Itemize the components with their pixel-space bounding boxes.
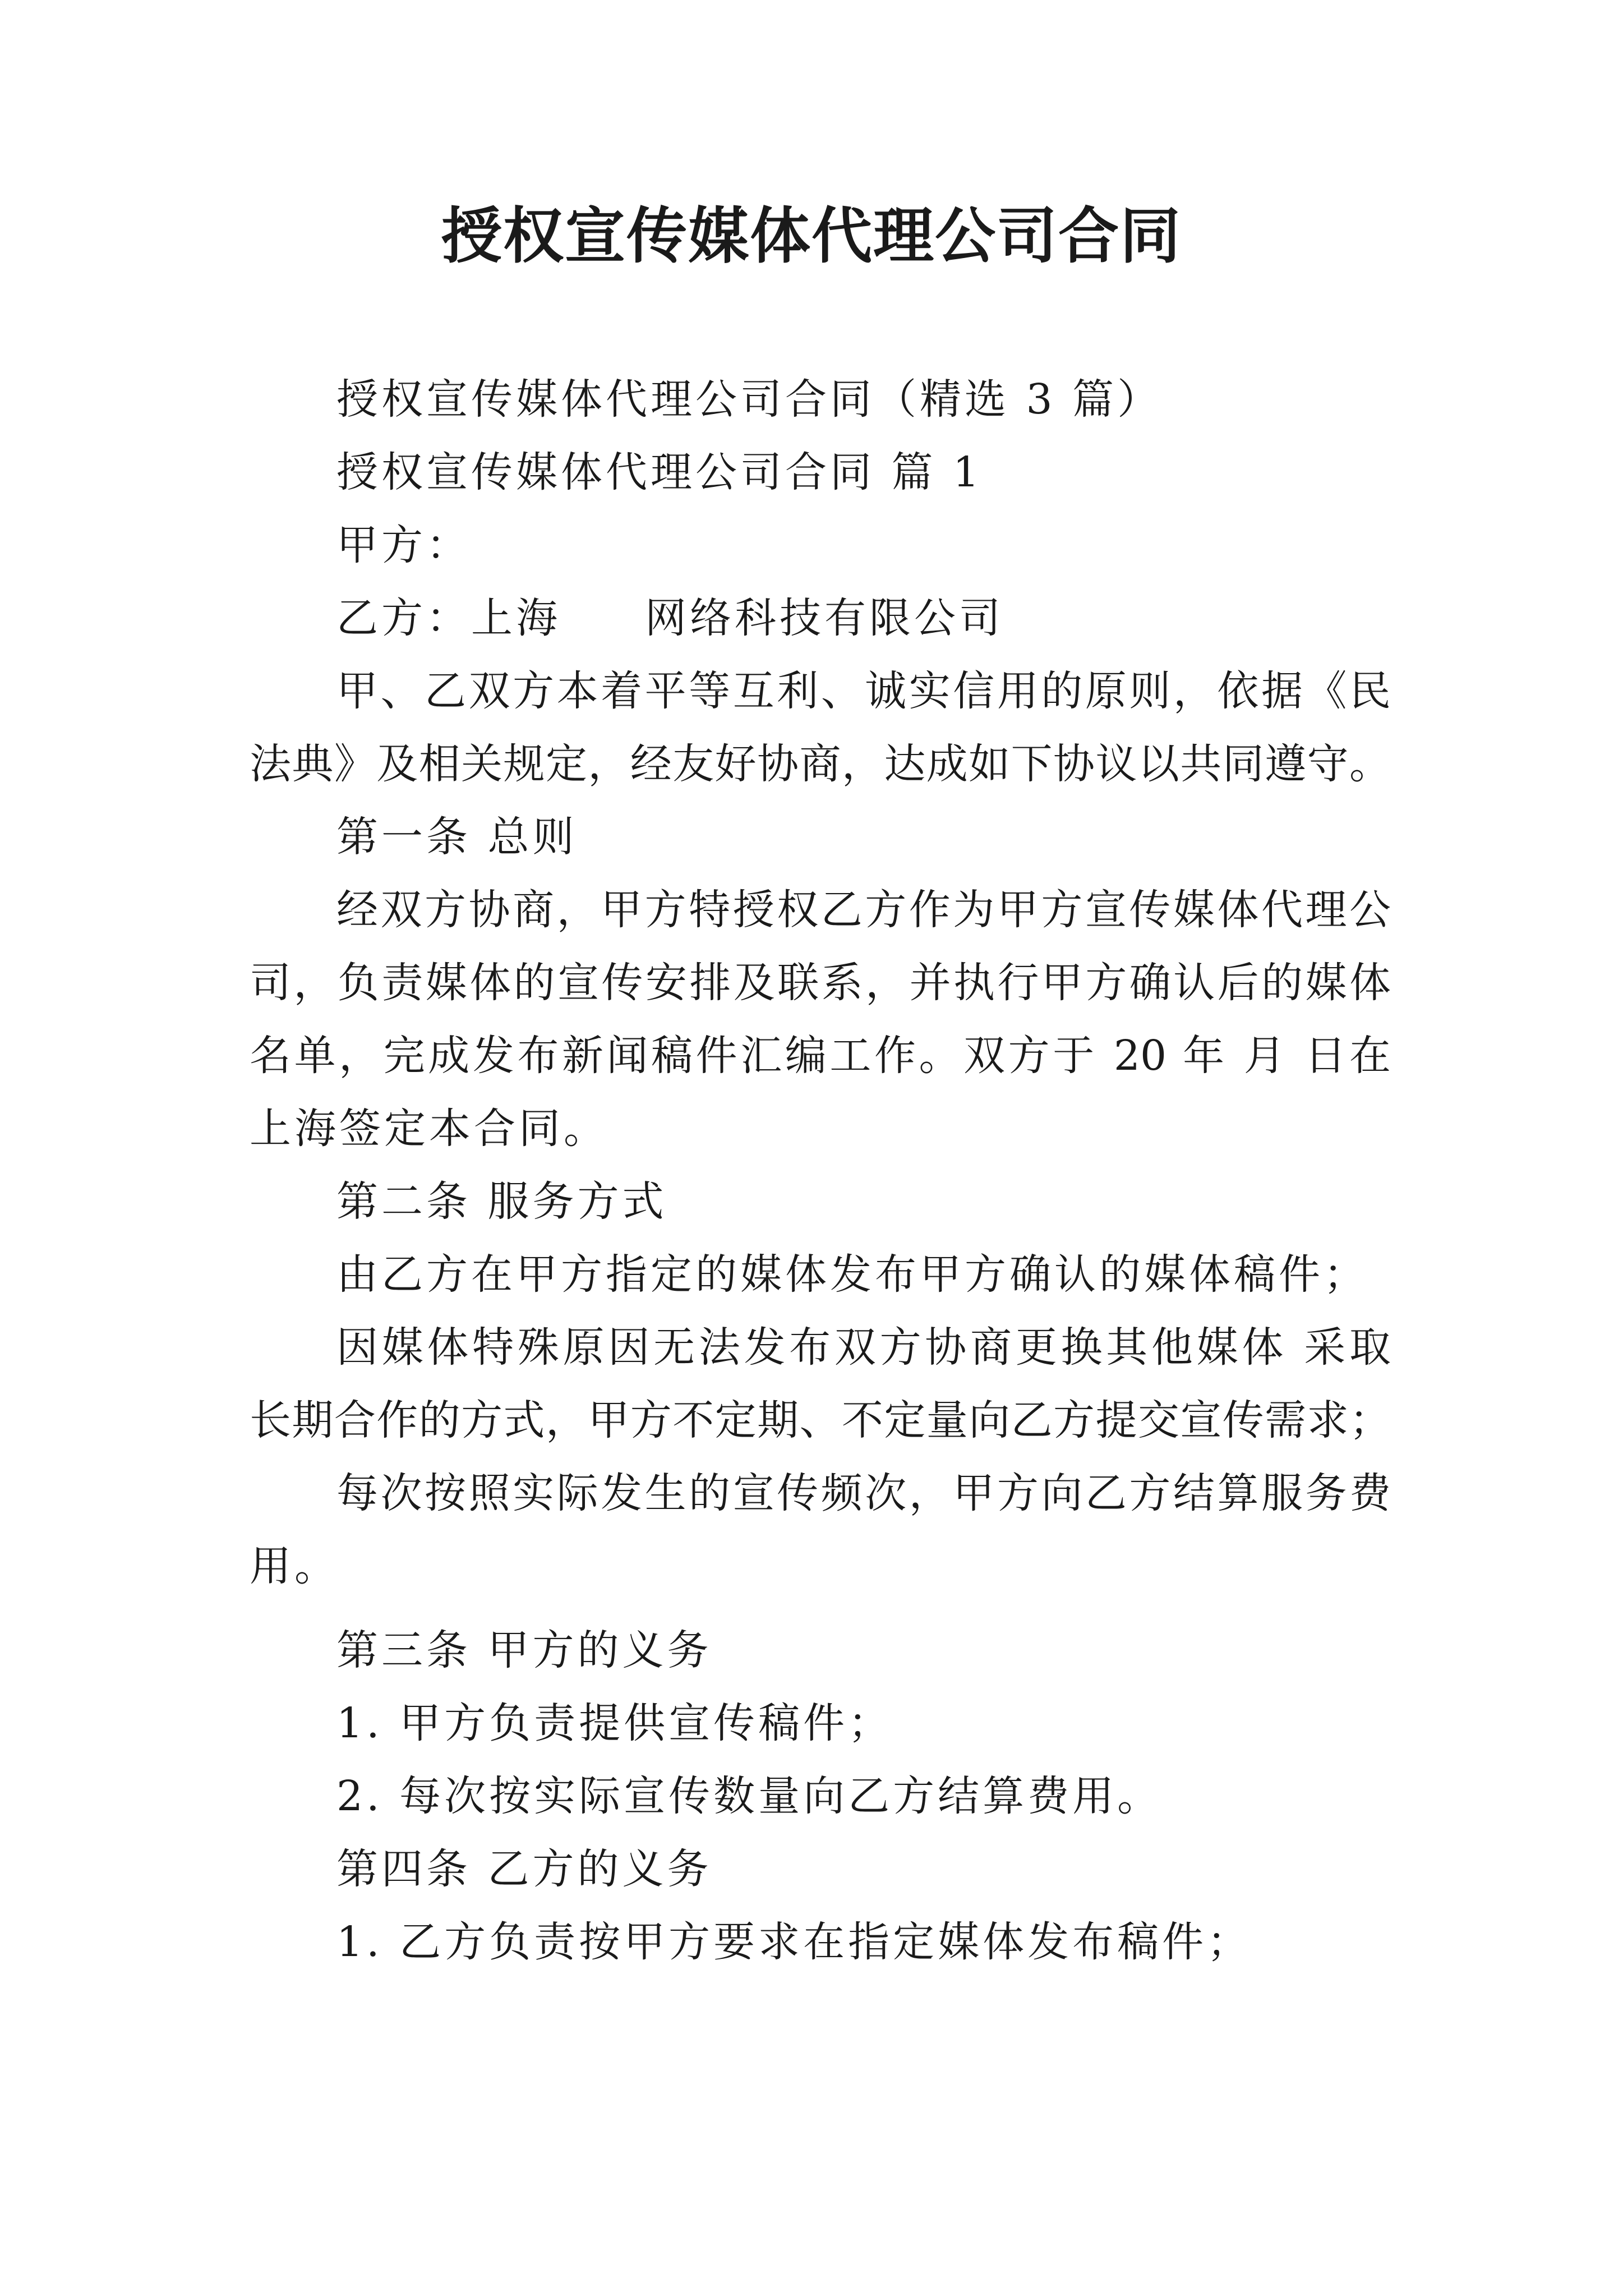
party-b-suffix: 网络科技有限公司 (645, 594, 1004, 642)
article-3-heading: 第三条 甲方的义务 (336, 1626, 712, 1674)
preamble-line-2: 法典》及相关规定，经友好协商，达成如下协议以共同遵守。 (250, 740, 1391, 788)
document-title: 授权宣传媒体代理公司合同 (441, 201, 1182, 272)
article-2-item-2-line-2: 长期合作的方式，甲方不定期、不定量向乙方提交宣传需求； (250, 1396, 1391, 1444)
article-2-item-1: 由乙方在甲方指定的媒体发布甲方确认的媒体稿件； (336, 1250, 1368, 1299)
article-2-item-2-line-1: 因媒体特殊原因无法发布双方协商更换其他媒体 采取 (336, 1323, 1391, 1372)
part1-heading: 授权宣传媒体代理公司合同 篇 1 (336, 448, 983, 496)
article-1-line-1: 经双方协商，甲方特授权乙方作为甲方宣传媒体代理公 (336, 886, 1391, 934)
article-3-item-1: 1. 甲方负责提供宣传稿件； (336, 1699, 893, 1747)
article-4-heading: 第四条 乙方的义务 (336, 1845, 712, 1893)
article-2-heading: 第二条 服务方式 (336, 1177, 667, 1226)
article-4-item-1: 1. 乙方负责按甲方要求在指定媒体发布稿件； (336, 1918, 1252, 1966)
article-2-item-3-line-2: 用。 (250, 1542, 339, 1590)
article-3-item-2: 2. 每次按实际宣传数量向乙方结算费用。 (336, 1772, 1163, 1820)
article-1-line-2: 司，负责媒体的宣传安排及联系，并执行甲方确认后的媒体 (250, 959, 1391, 1007)
party-b-line (336, 590, 1004, 646)
article-1-heading: 第一条 总则 (336, 813, 578, 861)
article-1-line-3: 名单，完成发布新闻稿件汇编工作。双方于 20 年 月 日在 (250, 1032, 1391, 1080)
party-b-prefix: 乙方：上海 (336, 594, 561, 642)
article-1-line-4: 上海签定本合同。 (250, 1105, 608, 1153)
article-2-item-3-line-1: 每次按照实际发生的宣传频次，甲方向乙方结算服务费 (336, 1469, 1391, 1517)
preamble-line-1: 甲、乙双方本着平等互利、诚实信用的原则，依据《民 (336, 667, 1391, 715)
intro-line: 授权宣传媒体代理公司合同（精选 3 篇） (336, 375, 1163, 424)
party-a-line: 甲方： (336, 521, 471, 569)
